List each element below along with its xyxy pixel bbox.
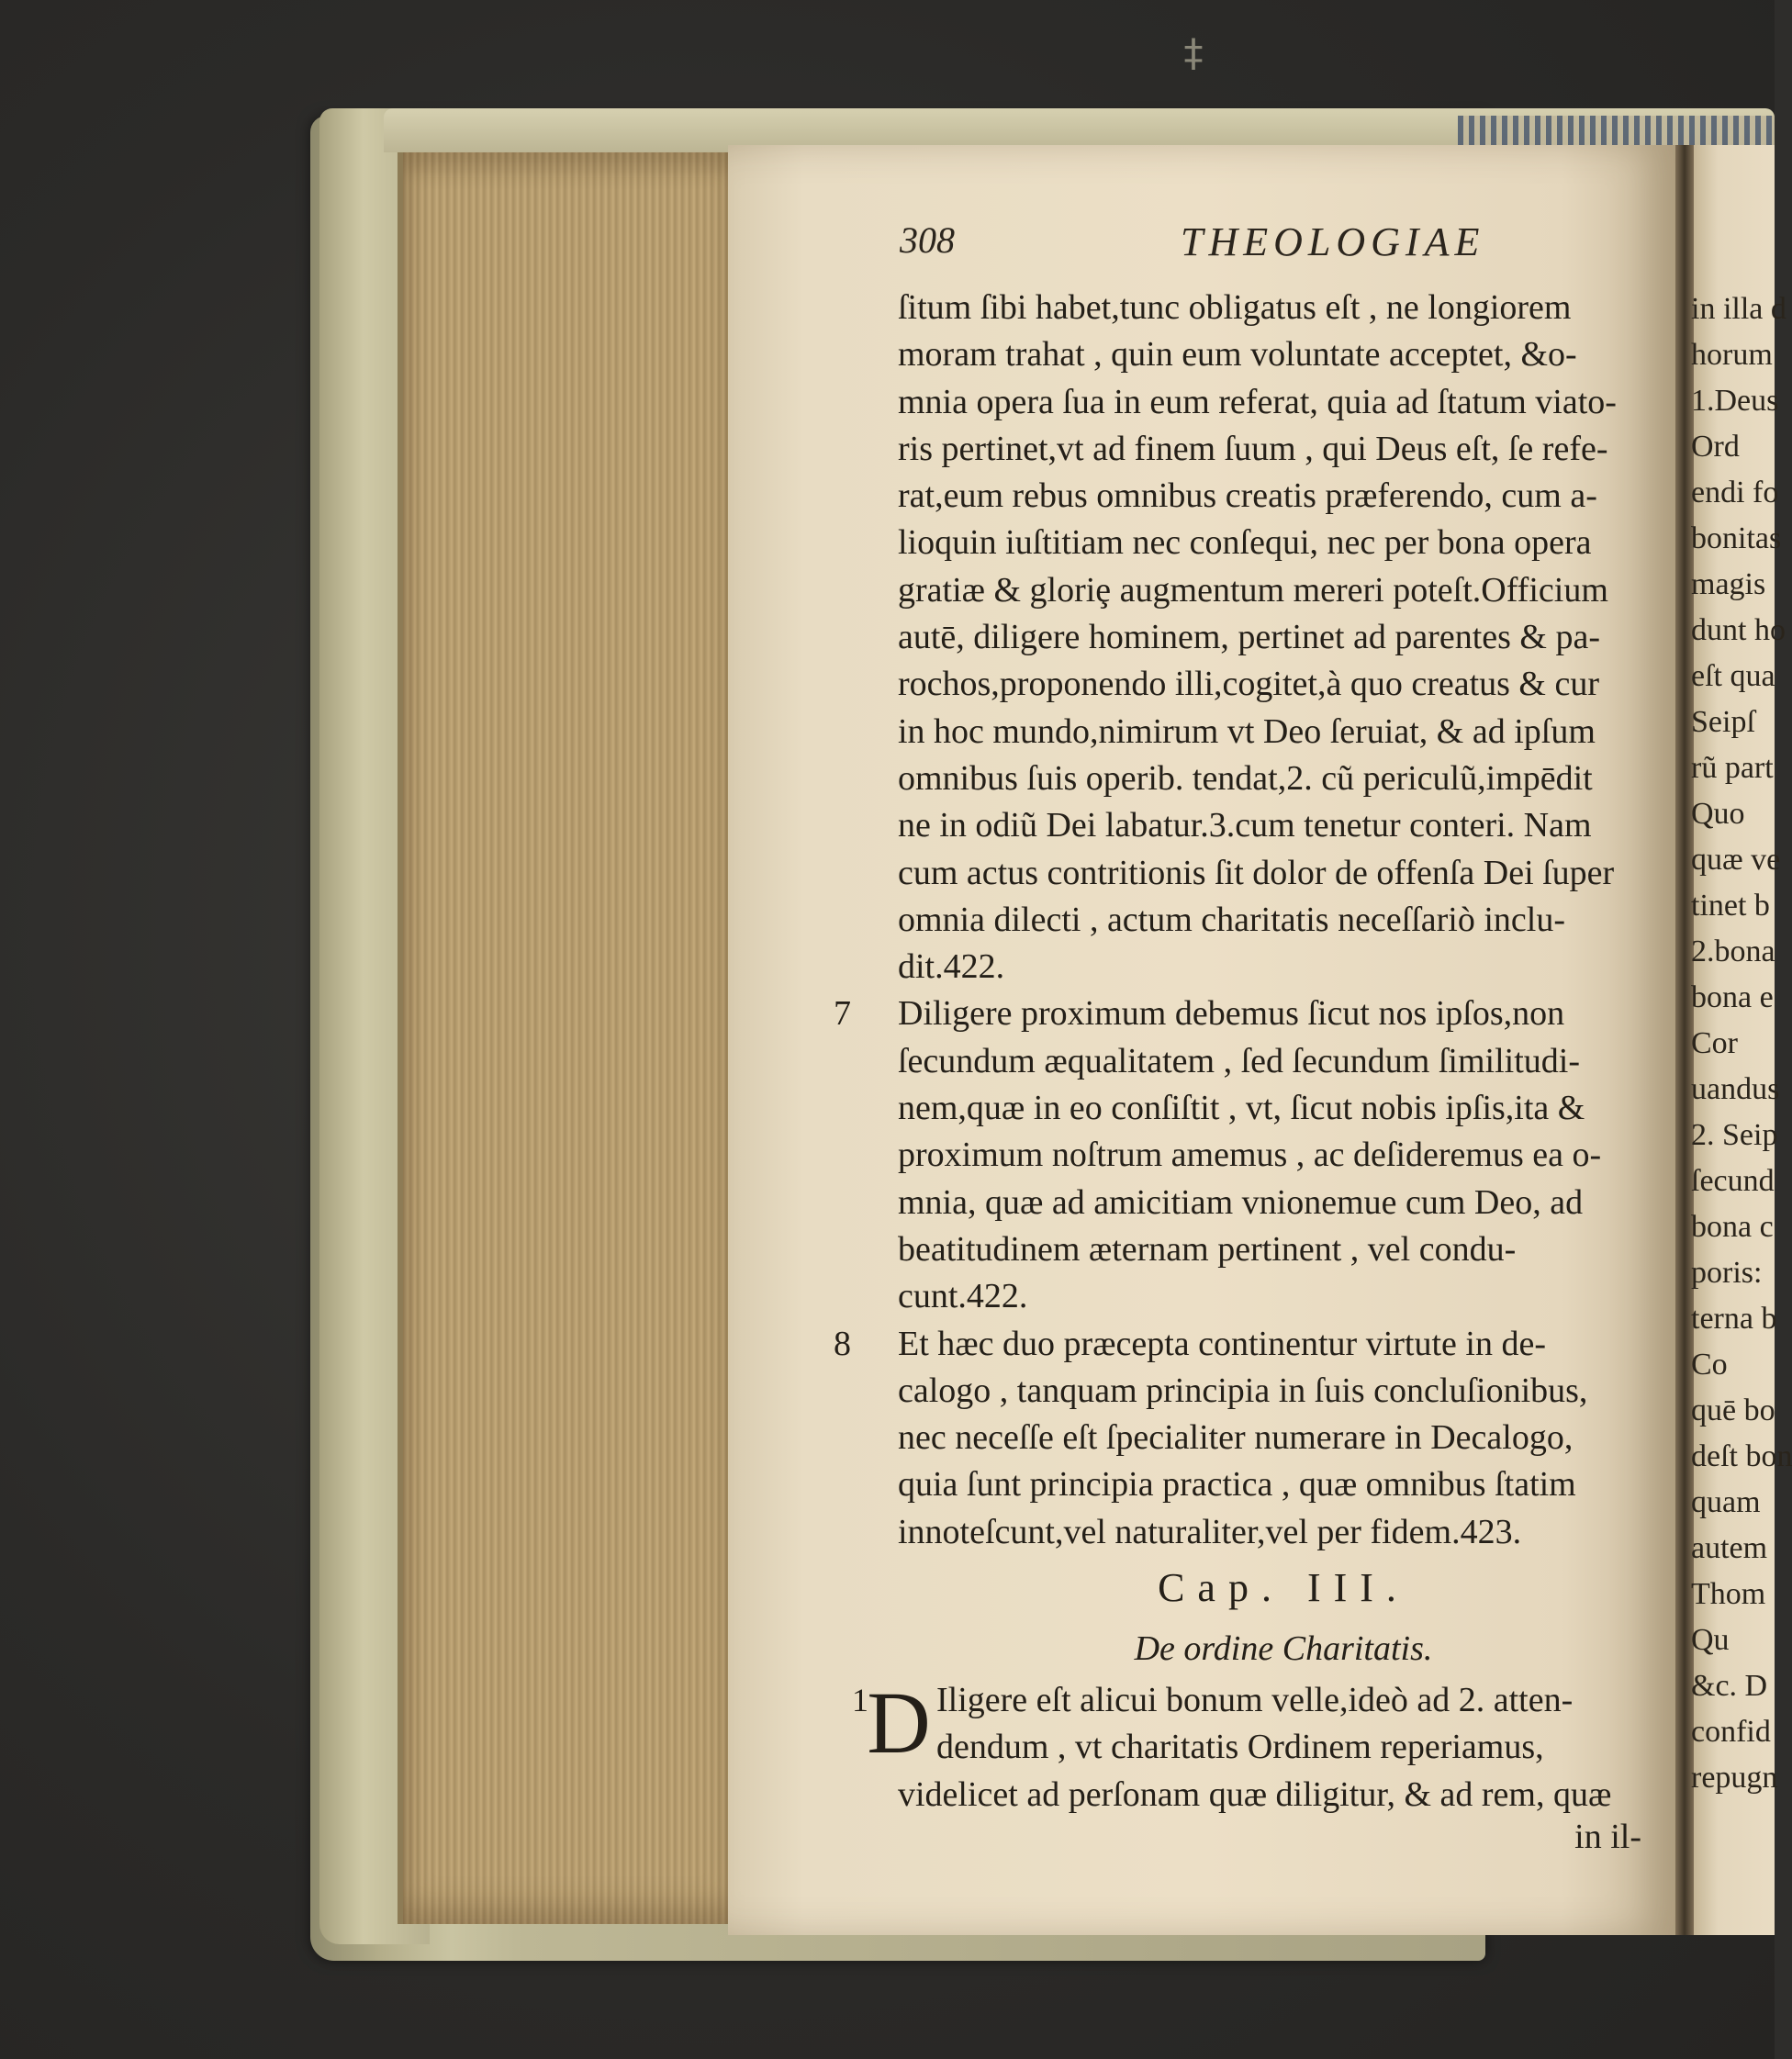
- text-fragment: repugn: [1691, 1761, 1778, 1795]
- text-fragment: 2.bona: [1691, 934, 1775, 968]
- facing-page-fragments: [1691, 286, 1792, 1801]
- headband: [1458, 116, 1775, 147]
- text-line: autē, diligere hominem, pertinet ad parentes & pa-: [898, 618, 1600, 657]
- text-line: in hoc mundo,nimirum vt Deo ſeruiat, & ad ipſum: [898, 711, 1596, 751]
- paragraph-number: 8: [834, 1324, 851, 1363]
- text-line: lioquin iuſtitiam nec conſequi, nec per bona opera: [898, 523, 1592, 563]
- running-head: [900, 218, 1496, 274]
- text-fragment: quē bo: [1691, 1393, 1775, 1427]
- text-fragment: Ord: [1691, 430, 1740, 464]
- text-line: dendum , vt charitatis Ordinem reperiamus,: [936, 1728, 1544, 1767]
- text-fragment: confid: [1691, 1715, 1771, 1749]
- text-fragment: Qu: [1691, 1623, 1730, 1657]
- text-fragment: quæ ve: [1691, 843, 1781, 877]
- text-fragment: Cor: [1691, 1026, 1738, 1060]
- text-fragment: bona e: [1691, 980, 1774, 1014]
- text-line: proximum noſtrum amemus , ac deſideremus ea o-: [898, 1136, 1602, 1175]
- text-line: ſecundum æqualitatem , ſed ſecundum ſimilitudi-: [898, 1041, 1580, 1080]
- text-fragment: uandus: [1691, 1072, 1780, 1106]
- text-line: quia ſunt principia practica , quæ omnibus ſtatim: [898, 1465, 1576, 1505]
- ruler-mark: ‡: [1183, 30, 1204, 75]
- text-fragment: ſecund: [1691, 1164, 1775, 1198]
- text-fragment: in illa d: [1691, 292, 1786, 326]
- text-fragment: Seipſ: [1691, 705, 1755, 739]
- dropcap-paragraph: [834, 1673, 1669, 1773]
- text-fragment: tinet b: [1691, 889, 1770, 923]
- text-fragment: &c. D: [1691, 1669, 1768, 1703]
- text-fragment: eſt qua: [1691, 659, 1775, 693]
- page-block-edge: [398, 152, 734, 1924]
- dropcap-lines: [936, 1677, 1573, 1772]
- text-line: ſitum ſibi habet,tunc obligatus eſt , ne longiorem: [898, 288, 1572, 327]
- text-fragment: Thom: [1691, 1577, 1766, 1611]
- text-fragment: magis: [1691, 567, 1766, 601]
- text-line: Et hæc duo præcepta continentur virtute in de-: [898, 1324, 1546, 1363]
- text-fragment: dunt ho: [1691, 613, 1786, 647]
- text-fragment: terna b: [1691, 1302, 1777, 1336]
- text-line: nec neceſſe eſt ſpecialiter numerare in Decalogo,: [898, 1418, 1574, 1458]
- text-line: rochos,proponendo illi,cogitet,à quo creatus & cur: [898, 665, 1600, 704]
- numbered-line: [834, 1321, 1669, 1368]
- text-line: beatitudinem æternam pertinent , vel condu-: [898, 1229, 1517, 1269]
- text-fragment: quam: [1691, 1485, 1761, 1519]
- paragraph-number: 1: [852, 1682, 868, 1719]
- chapter-heading: Cap. III.: [1158, 1565, 1409, 1611]
- text-fragment: 1.Deus: [1691, 384, 1779, 418]
- text-fragment: 2. Seip: [1691, 1118, 1778, 1152]
- chapter-subtitle: De ordine Charitatis.: [1134, 1629, 1433, 1669]
- text-line: omnia dilecti , actum charitatis neceſſariò inclu-: [898, 900, 1565, 939]
- text-fragment: endi fo: [1691, 476, 1779, 509]
- text-fragment: Quo: [1691, 797, 1745, 831]
- text-line: Iligere eſt alicui bonum velle,ideò ad 2. atten-: [936, 1681, 1574, 1720]
- text-fragment: deſt bon: [1691, 1439, 1792, 1473]
- text-line: omnibus ſuis operib. tendat,2. cũ periculũ,impēdit: [898, 758, 1593, 798]
- catchword: in il-: [1574, 1817, 1641, 1856]
- text-line: nem,quæ in eo conſiſtit , vt, ſicut nobis ipſis,ita &: [898, 1089, 1585, 1128]
- text-line: moram trahat , quin eum voluntate acceptet, &o-: [898, 335, 1577, 375]
- text-fragment: rũ part: [1691, 751, 1774, 785]
- text-fragment: bona c: [1691, 1210, 1774, 1244]
- numbered-line: [834, 990, 1669, 1037]
- drop-cap-letter: D: [867, 1673, 931, 1773]
- text-line: Diligere proximum debemus ſicut nos ipſos,non: [898, 994, 1565, 1034]
- text-fragment: autem: [1691, 1531, 1768, 1565]
- paragraph-number: 7: [834, 994, 851, 1034]
- page-body-text: [834, 285, 1669, 1856]
- text-fragment: Co: [1691, 1348, 1728, 1382]
- text-line: ris pertinet,vt ad finem ſuum , qui Deus eſt, ſe refe-: [898, 429, 1608, 468]
- text-line: videlicet ad perſonam quæ diligitur, & ad rem, quæ: [898, 1774, 1612, 1814]
- page-number: 308: [900, 219, 955, 261]
- running-title: THEOLOGIAE: [1181, 219, 1485, 264]
- text-line: innoteſcunt,vel naturaliter,vel per fidem.423.: [898, 1512, 1522, 1551]
- text-line: gratiæ & gloriȩ augmentum mereri poteſt.Officium: [898, 570, 1608, 610]
- text-line: calogo , tanquam principia in ſuis concluſionibus,: [898, 1371, 1588, 1410]
- text-fragment: poris:: [1691, 1256, 1763, 1290]
- text-line: rat,eum rebus omnibus creatis præferendo, cum a-: [898, 476, 1597, 516]
- text-line: cunt.422.: [898, 1277, 1028, 1316]
- text-line: dit.422.: [898, 947, 1005, 987]
- text-line: mnia, quæ ad amicitiam vnionemue cum Deo, ad: [898, 1182, 1584, 1222]
- text-line: mnia opera ſua in eum referat, quia ad ſtatum viato-: [898, 382, 1617, 421]
- text-line: cum actus contritionis ſit dolor de offenſa Dei ſuper: [898, 853, 1615, 892]
- text-fragment: bonitas: [1691, 521, 1782, 555]
- text-line: ne in odiũ Dei labatur.3.cum tenetur conteri. Nam: [898, 806, 1592, 845]
- text-fragment: horum: [1691, 338, 1773, 372]
